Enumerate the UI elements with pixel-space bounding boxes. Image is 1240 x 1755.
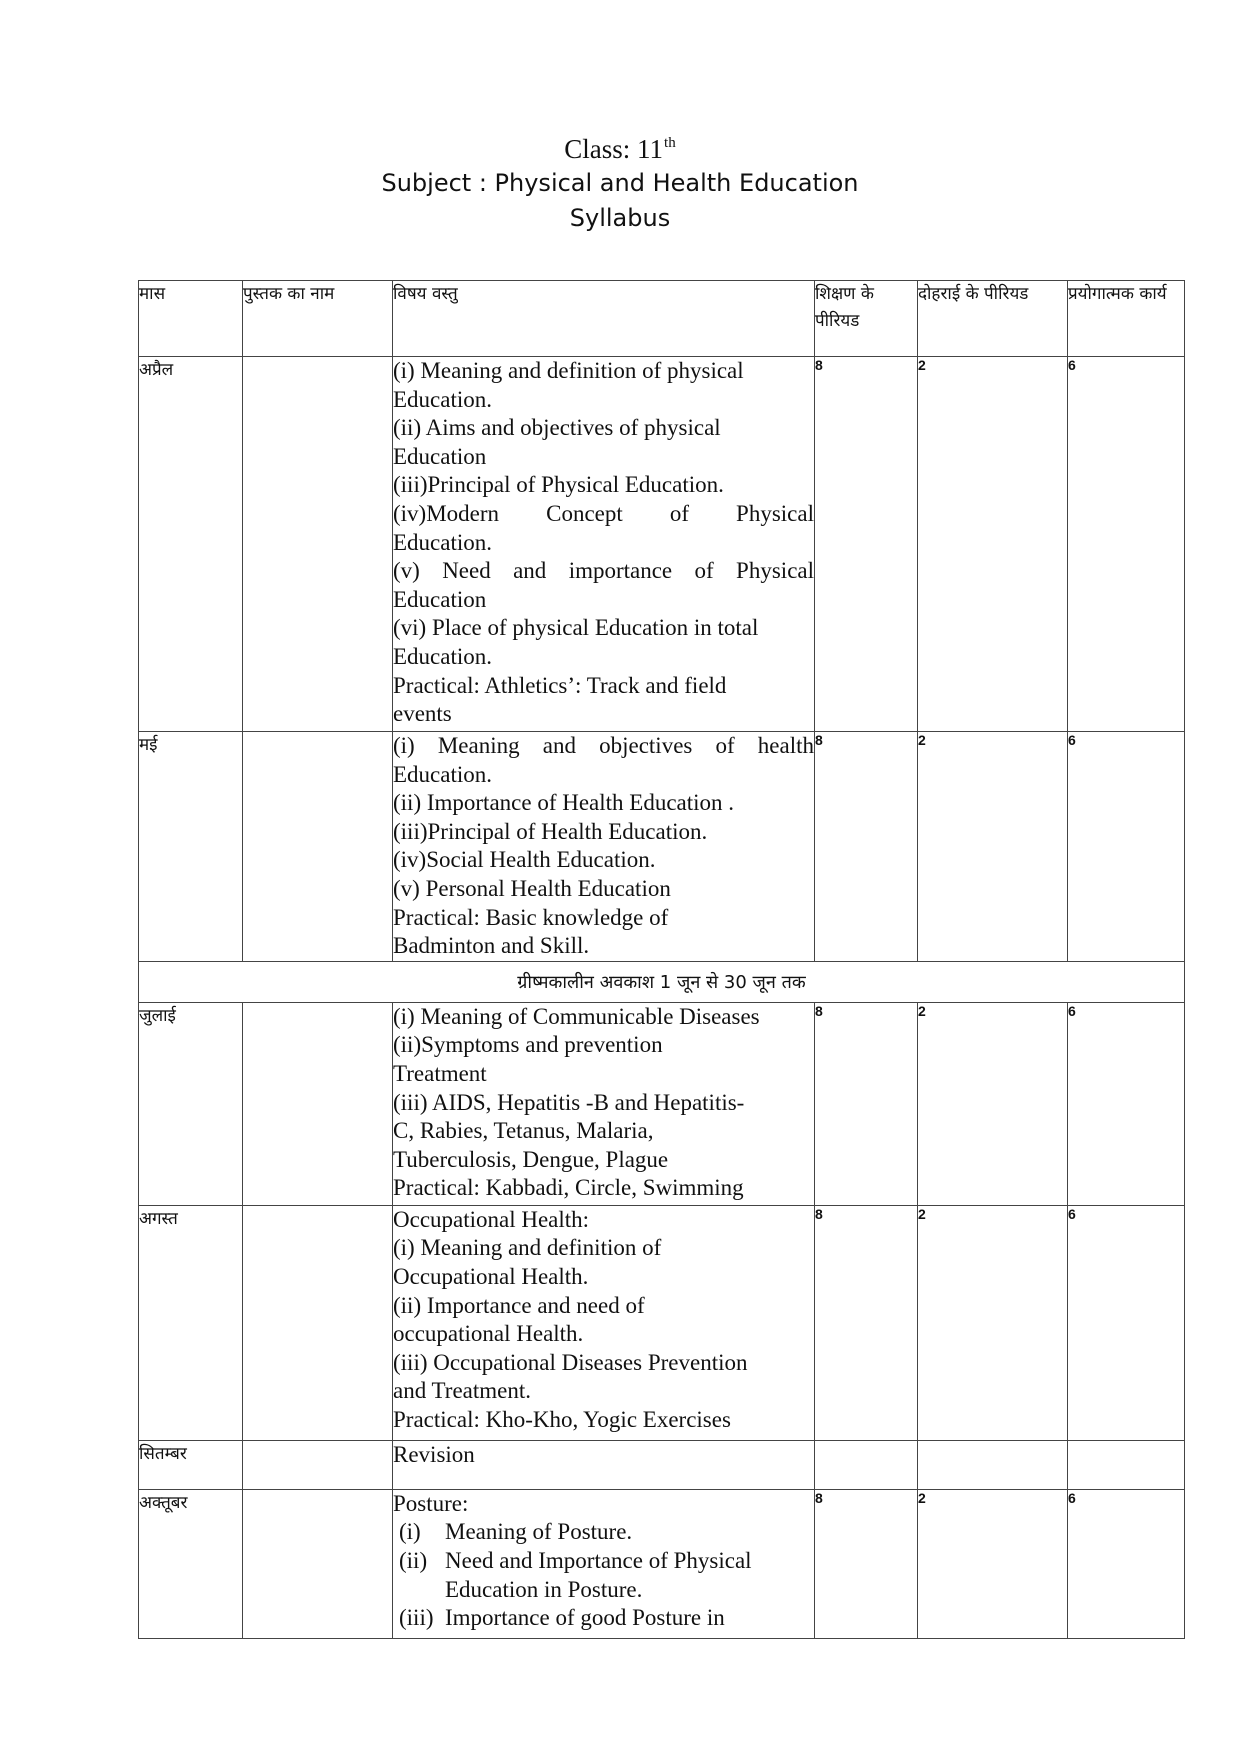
topics-cell [393, 357, 815, 732]
topic-line: (ii) Importance of Health Education . [393, 790, 735, 816]
topic-line: Practical: Kho-Kho, Yogic Exercises [393, 1406, 731, 1432]
book-cell [243, 732, 393, 962]
practical-work: 6 [1068, 357, 1185, 732]
month-cell: जुलाई [139, 1002, 243, 1205]
list-number: (ii) [399, 1547, 428, 1573]
teaching-periods: 8 [815, 1489, 918, 1638]
revision-periods: 2 [918, 1205, 1068, 1440]
practical-work: 6 [1068, 1489, 1185, 1638]
teaching-periods: 8 [815, 357, 918, 732]
topic-line: (iii)Principal of Physical Education. [393, 472, 724, 498]
topic-line: (ii) Aims and objectives of physical [393, 415, 721, 441]
table-header-row [139, 281, 1185, 357]
list-text: Education in Posture. [445, 1576, 643, 1602]
topic-line: Revision [393, 1441, 475, 1467]
topic-line: Education. [393, 386, 492, 412]
topics-cell [393, 1440, 815, 1489]
topic-line: Occupational Health: [393, 1206, 590, 1232]
topic-line: Practical: Basic knowledge of [393, 904, 669, 930]
topic-line: Badminton and Skill. [393, 933, 590, 959]
vacation-row [139, 961, 1185, 1002]
list-item [393, 1576, 814, 1605]
table-row [139, 1205, 1185, 1440]
book-cell [243, 1205, 393, 1440]
topic-line: Treatment [393, 1060, 487, 1086]
practical-work: 6 [1068, 1205, 1185, 1440]
list-text: Meaning of Posture. [445, 1519, 633, 1545]
topic-line: (ii) Importance and need of [393, 1292, 645, 1318]
topic-line: occupational Health. [393, 1321, 584, 1347]
topic-line: Education. [393, 529, 492, 555]
practical-work: 6 [1068, 732, 1185, 962]
book-cell [243, 1002, 393, 1205]
syllabus-table [138, 280, 1185, 1639]
practical-work: 6 [1068, 1002, 1185, 1205]
col-header-month: मास [139, 281, 243, 357]
book-cell [243, 357, 393, 732]
list-item [393, 1604, 814, 1633]
teaching-periods [815, 1440, 918, 1489]
teaching-periods: 8 [815, 732, 918, 962]
topic-line: (i) Meaning of Communicable Diseases [393, 1003, 760, 1029]
month-cell: अप्रैल [139, 357, 243, 732]
teaching-periods: 8 [815, 1002, 918, 1205]
col-header-topics: विषय वस्तु [393, 281, 815, 357]
class-suffix: th [664, 135, 676, 151]
topic-line: (i) Meaning and definition of [393, 1235, 662, 1261]
syllabus-title: Syllabus [569, 204, 671, 232]
col-header-teaching: शिक्षण के पीरियड [815, 281, 918, 357]
topics-cell [393, 1002, 815, 1205]
page-header [0, 132, 1240, 236]
revision-periods: 2 [918, 1002, 1068, 1205]
topic-line: Education. [393, 761, 492, 787]
teaching-periods: 8 [815, 1205, 918, 1440]
topic-line: (i) Meaning and definition of physical [393, 358, 744, 383]
revision-periods [918, 1440, 1068, 1489]
topic-line: (iii)Principal of Health Education. [393, 818, 708, 844]
subject-title: Subject : Physical and Health Education [381, 169, 859, 197]
topic-line: Education [393, 586, 487, 612]
topics-cell [393, 1489, 815, 1638]
list-item [393, 1547, 814, 1576]
topic-line: (v) Need and importance of Physical [393, 558, 814, 584]
topics-cell [393, 1205, 815, 1440]
vacation-notice: ग्रीष्मकालीन अवकाश 1 जून से 30 जून तक [139, 961, 1185, 1002]
topic-line: (iii) Occupational Diseases Prevention [393, 1349, 748, 1375]
topic-line: Practical: Athletics’: Track and field [393, 672, 727, 698]
topic-line: (v) Personal Health Education [393, 875, 671, 901]
table-row [139, 357, 1185, 732]
practical-work [1068, 1440, 1185, 1489]
list-text: Importance of good Posture in [445, 1605, 725, 1631]
topic-line: (iii) AIDS, Hepatitis -B and Hepatitis- [393, 1089, 745, 1115]
topic-line: Education [393, 443, 487, 469]
revision-periods: 2 [918, 732, 1068, 962]
topic-line: (ii)Symptoms and prevention [393, 1032, 663, 1058]
revision-periods: 2 [918, 1489, 1068, 1638]
list-number: (iii) [399, 1605, 434, 1631]
topic-line: Occupational Health. [393, 1263, 589, 1289]
list-item [393, 1518, 814, 1547]
topic-line: Practical: Kabbadi, Circle, Swimming [393, 1175, 744, 1201]
book-cell [243, 1440, 393, 1489]
table-row [139, 1489, 1185, 1638]
month-cell: अगस्त [139, 1205, 243, 1440]
list-number [399, 1576, 445, 1605]
topic-line: Education. [393, 643, 492, 669]
revision-periods: 2 [918, 357, 1068, 732]
topic-line: Posture: [393, 1490, 469, 1516]
table-row [139, 1440, 1185, 1489]
topic-line: Tuberculosis, Dengue, Plague [393, 1146, 669, 1172]
col-header-practical: प्रयोगात्मक कार्य [1068, 281, 1185, 357]
topic-line: C, Rabies, Tetanus, Malaria, [393, 1118, 654, 1144]
topic-line: (iv)Modern Concept of Physical [393, 500, 814, 526]
month-cell: सितम्बर [139, 1440, 243, 1489]
topic-line: (vi) Place of physical Education in total [393, 615, 759, 641]
month-cell: मई [139, 732, 243, 962]
topics-cell [393, 732, 815, 962]
topic-line: (iv)Social Health Education. [393, 847, 656, 873]
table-row [139, 1002, 1185, 1205]
book-cell [243, 1489, 393, 1638]
month-cell: अक्तूबर [139, 1489, 243, 1638]
list-number: (i) [399, 1519, 421, 1545]
col-header-book: पुस्तक का नाम [243, 281, 393, 357]
topic-line: and Treatment. [393, 1378, 531, 1404]
table-row [139, 732, 1185, 962]
topic-line: (i) Meaning and objectives of health [393, 733, 814, 758]
topic-line: events [393, 701, 452, 727]
col-header-revision: दोहराई के पीरियड [918, 281, 1068, 357]
class-title: Class: 11th [564, 134, 676, 164]
list-text: Need and Importance of Physical [445, 1547, 752, 1573]
